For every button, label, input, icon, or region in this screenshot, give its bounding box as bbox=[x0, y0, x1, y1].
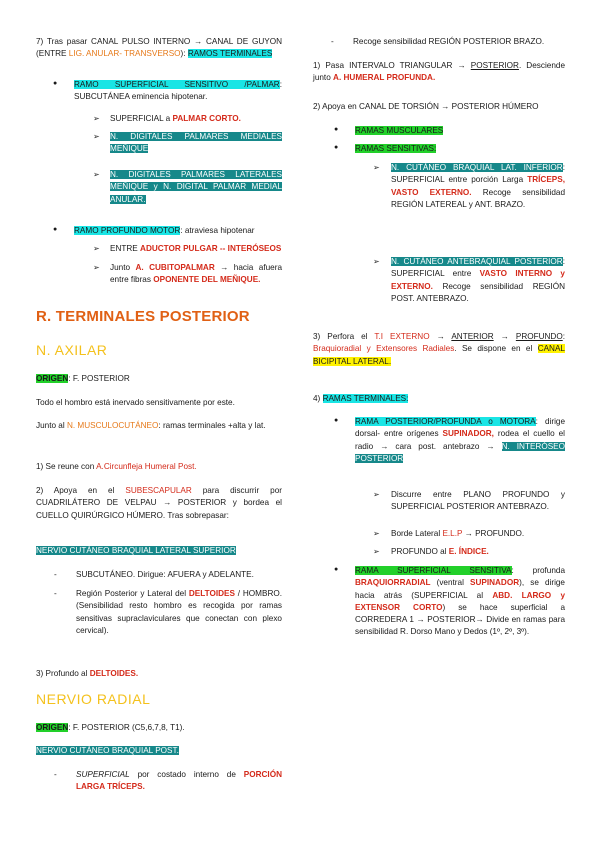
paragraph-1-radial: 1) Pasa INTERVALO TRIANGULAR → POSTERIOR. Desciende junto A. HUMERAL PROFUNDA. bbox=[313, 61, 565, 83]
dash-subcutaneo: - SUBCUTÁNEO. Dirigue: AFUERA y ADELANTE. bbox=[36, 569, 282, 581]
arrow-item-digitales-mediales: ➢ N. DIGITALES PALMARES MEDIALES MEÑIQUE bbox=[36, 131, 282, 156]
paragraph-4-radial: 4) RAMAS TERMINALES: bbox=[313, 394, 409, 403]
paragraph-3-radial: 3) Perfora el T.I EXTERNO → ANTERIOR → PROFUNDO: Braquioradial y Extensores Radiales. Se dispone en el CANAL BICIPITAL LATERAL. bbox=[313, 332, 565, 366]
arrow-cutaneo-lat-inferior: ➢ N. CUTÁNEO BRAQUIAL LAT. INFERIOR: SUPERFICIAL entre porción Larga TRÍCEPS, VASTO EXTERNO. Recoge sensibilidad REGIÓN LATEREAL y ANT. BRAZO. bbox=[313, 162, 565, 211]
todo-hombro-text: Todo el hombro está inervado sensitivamente por este. bbox=[36, 398, 235, 407]
junto-musculocutaneo: Junto al N. MUSCULOCUTÁNEO: ramas terminales +alta y lat. bbox=[36, 421, 266, 430]
arrow-item-digitales-laterales: ➢ N. DIGITALES PALMARES LATERALES MEÑIQUE y N. DIGITAL PALMAR MEDIAL ANULAR. bbox=[36, 169, 282, 206]
arrow-profundo-indice: ➢ PROFUNDO al E. ÍNDICE. bbox=[313, 546, 565, 558]
heading-terminales-posterior: R. TERMINALES POSTERIOR bbox=[36, 308, 250, 325]
dash-region-posterior: - Región Posterior y Lateral del DELTOIDES / HOMBRO. (Sensibilidad resto hombro es recogida por ramas sensitivas supraclaviculares que conectan con plexo cervical). bbox=[36, 588, 282, 637]
origen-radial: ORIGEN: F. POSTERIOR (C5,6,7,8, T1). bbox=[36, 723, 185, 732]
heading-axilar: N. AXILAR bbox=[36, 342, 108, 358]
arrow-discurre: ➢ Discurre entre PLANO PROFUNDO y SUPERFICIAL POSTERIOR ANTEBRAZO. bbox=[313, 489, 565, 514]
dash-superficial-triceps: - SUPERFICIAL por costado interno de PORCIÓN LARGA TRÍCEPS. bbox=[36, 769, 282, 794]
arrow-borde-lateral: ➢ Borde Lateral E.L.P → PROFUNDO. bbox=[313, 528, 565, 540]
paragraph-7: 7) Tras pasar CANAL PULSO INTERNO → CANAL DE GUYON (ENTRE LIG. ANULAR- TRANSVERSO): RAMOS TERMINALES bbox=[36, 37, 282, 59]
dash-recoge-sensibilidad: - Recoge sensibilidad REGIÓN POSTERIOR BRAZO. bbox=[313, 36, 565, 48]
arrow-item-superficial: ➢ SUPERFICIAL a PALMAR CORTO. bbox=[36, 113, 282, 125]
bullet-ramas-musculares: ● RAMAS MUSCULARES bbox=[313, 125, 565, 137]
heading-nervio-radial: NERVIO RADIAL bbox=[36, 691, 151, 707]
bullet-ramo-superficial: ● RAMO SUPERFICIAL SENSITIVO /PALMAR: SUBCUTÁNEA eminencia hipotenar. bbox=[36, 79, 282, 104]
origen-axilar: ORIGEN: F. POSTERIOR bbox=[36, 374, 130, 383]
bullet-ramo-profundo: ● RAMO PROFUNDO MOTOR: atraviesa hipotenar bbox=[36, 225, 282, 237]
paragraph-2-radial: 2) Apoya en CANAL DE TORSIÓN → POSTERIOR HÚMERO bbox=[313, 102, 539, 111]
arrow-cutaneo-antebraquial: ➢ N. CUTÁNEO ANTEBRAQUIAL POSTERIOR: SUPERFICIAL entre VASTO INTERNO y EXTERNO. Recoge sensibilidad REGIÓN POST. ANTEBRAZO. bbox=[313, 256, 565, 305]
bullet-ramas-sensitivas: ● RAMAS SENSITIVAS: bbox=[313, 143, 565, 155]
paragraph-3-axilar: 3) Profundo al DELTOIDES. bbox=[36, 669, 139, 678]
bullet-rama-posterior: ● RAMA POSTERIOR/PROFUNDA o MOTORA: dirige dorsal- entre orígenes SUPINADOR, rodea el cuello el radio → cara post. antebrazo → N. INTERÓSEO POSTERIOR bbox=[313, 416, 565, 465]
paragraph-1-axilar: 1) Se reune con A.Circunfleja Humeral Post. bbox=[36, 462, 197, 471]
arrow-item-entre-aductor: ➢ ENTRE ADUCTOR PULGAR -- INTERÓSEOS bbox=[36, 243, 282, 255]
paragraph-2-axilar: 2) Apoya en el SUBESCAPULAR para discurrir por CUADRILÁTERO DE VELPAU → POSTERIOR y bordea el CUELLO QUIRÚRGICO HÚMERO. Tras sobrepasar: bbox=[36, 486, 282, 520]
nervio-cutaneo-post: NERVIO CUTÁNEO BRAQUIAL POST. bbox=[36, 746, 179, 755]
nervio-cutaneo-superior: NERVIO CUTÁNEO BRAQUIAL LATERAL SUPERIOR bbox=[36, 546, 236, 555]
bullet-rama-superficial-sensitiva: ● RAMA SUPERFICIAL SENSITIVA: profunda BRAQUIORRADIAL (ventral SUPINADOR), se dirige hacia atrás (SUPERFICIAL al ABD. LARGO y EXTENSOR CORTO) se hace superficial a CORREDERA 1 → POSTERIOR→ Divide en ramas para sensibilidad R. Dorso Mano y Dedos (1º, 2º, 3º). bbox=[313, 565, 565, 639]
arrow-item-junto-cubitopalmar: ➢ Junto A. CUBITOPALMAR → hacia afuera entre fibras OPONENTE DEL MEÑIQUE. bbox=[36, 262, 282, 287]
